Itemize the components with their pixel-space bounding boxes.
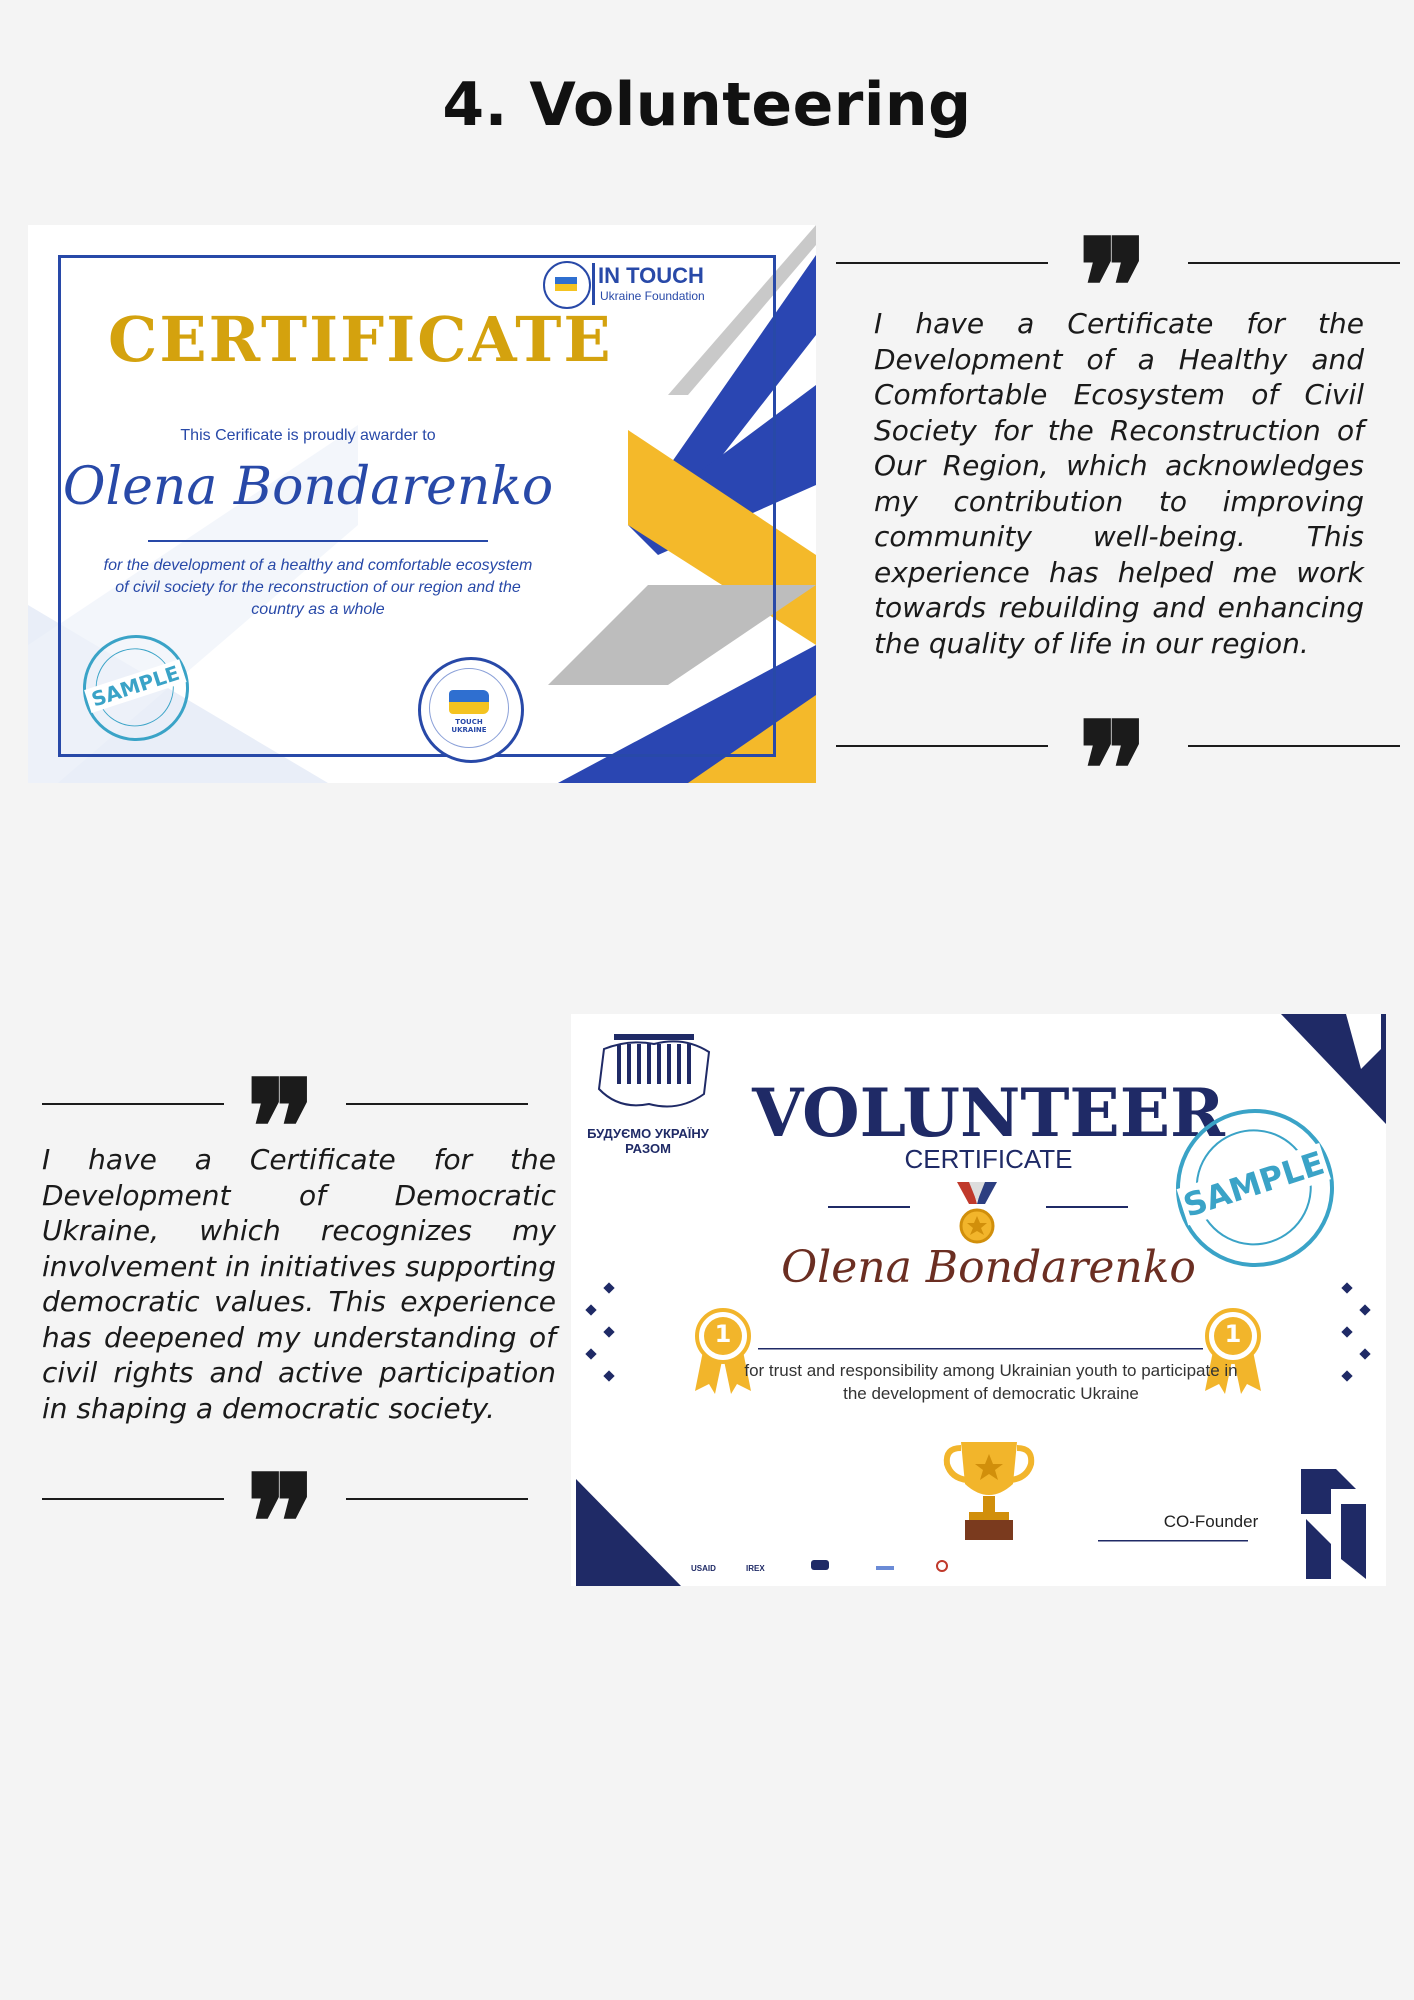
certificate-2-subtitle: CERTIFICATE [904, 1144, 1073, 1174]
partner-logo-icon [936, 1560, 948, 1572]
sample-stamp-word: SAMPLE [1177, 1143, 1331, 1225]
quote-2-text: I have a Certificate for the Development of Democratic Ukraine, which recognizes my involvement in initiatives supporting democratic values. This experience has deepened my understanding of civil rights and active participation in shaping a democratic society. [42, 1143, 556, 1425]
trophy-icon [941, 1434, 1037, 1544]
quote-1-bottom-line-left [836, 745, 1048, 747]
foundation-name: IN TOUCH [598, 263, 704, 288]
foundation-subtitle: Ukraine Foundation [600, 289, 705, 303]
seal-text: TOUCH UKRAINE [451, 718, 487, 734]
partner-logo-irex: IREX [746, 1564, 765, 1573]
certificate-2-recipient-name: Olena Bondarenko [781, 1242, 1196, 1293]
quote-open-icon: ❞ [1078, 210, 1148, 363]
foundation-seal-icon [418, 657, 524, 763]
partner-logo-icon [876, 1566, 894, 1570]
certificate-1-description: for the development of a healthy and comfortable ecosystem of civil society for the reconstruction of our region and the country as a whole [103, 557, 533, 618]
quote-1-text: I have a Certificate for the Development of a Healthy and Comfortable Ecosystem of Civil Society for the Reconstruction of Our Region, which acknowledges my contribution to improving community well-being. This experience has helped me work towards rebuilding and enhancing the quality of life in our region. [874, 307, 1364, 660]
medal-number: 1 [1224, 1320, 1242, 1348]
organization-name: БУДУЄМО УКРАЇНУ РАЗОМ [587, 1126, 709, 1156]
certificate-1-recipient-name: Olena Bondarenko [62, 457, 554, 517]
certificate-1-subtitle: This Cerificate is proudly awarder to [180, 427, 436, 444]
quote-2-top-line-left [42, 1103, 224, 1105]
signature-label: CO-Founder [1163, 1512, 1259, 1531]
quote-1-bottom-line-right [1188, 745, 1400, 747]
quote-open-icon: ❞ [246, 1051, 316, 1204]
certificate-2-description: for trust and responsibility among Ukrainian youth to participate in the development of democratic Ukraine [744, 1361, 1238, 1403]
ukraine-map-icon [449, 690, 489, 702]
foundation-logo-icon [543, 261, 591, 309]
certificate-1-title: CERTIFICATE [108, 303, 613, 376]
quote-close-icon: ❞ [246, 1446, 316, 1599]
certificate-2 [571, 1014, 1386, 1586]
page-title: 4. Volunteering [442, 70, 972, 140]
certificate-2-title: VOLUNTEER [752, 1074, 1225, 1152]
quote-2-bottom-line-right [346, 1498, 528, 1500]
logo-divider [592, 263, 595, 305]
sample-stamp-word: SAMPLE [84, 659, 187, 713]
certificate-1 [28, 225, 816, 783]
partner-logo-icon [811, 1560, 829, 1570]
quote-close-icon: ❞ [1078, 693, 1148, 846]
partner-logo-usaid: USAID [691, 1564, 716, 1573]
name-underline [148, 540, 488, 542]
medal-number: 1 [714, 1320, 732, 1348]
quote-1-top-line-right [1188, 262, 1400, 264]
quote-1-top-line-left [836, 262, 1048, 264]
quote-2-top-line-right [346, 1103, 528, 1105]
quote-2-bottom-line-left [42, 1498, 224, 1500]
